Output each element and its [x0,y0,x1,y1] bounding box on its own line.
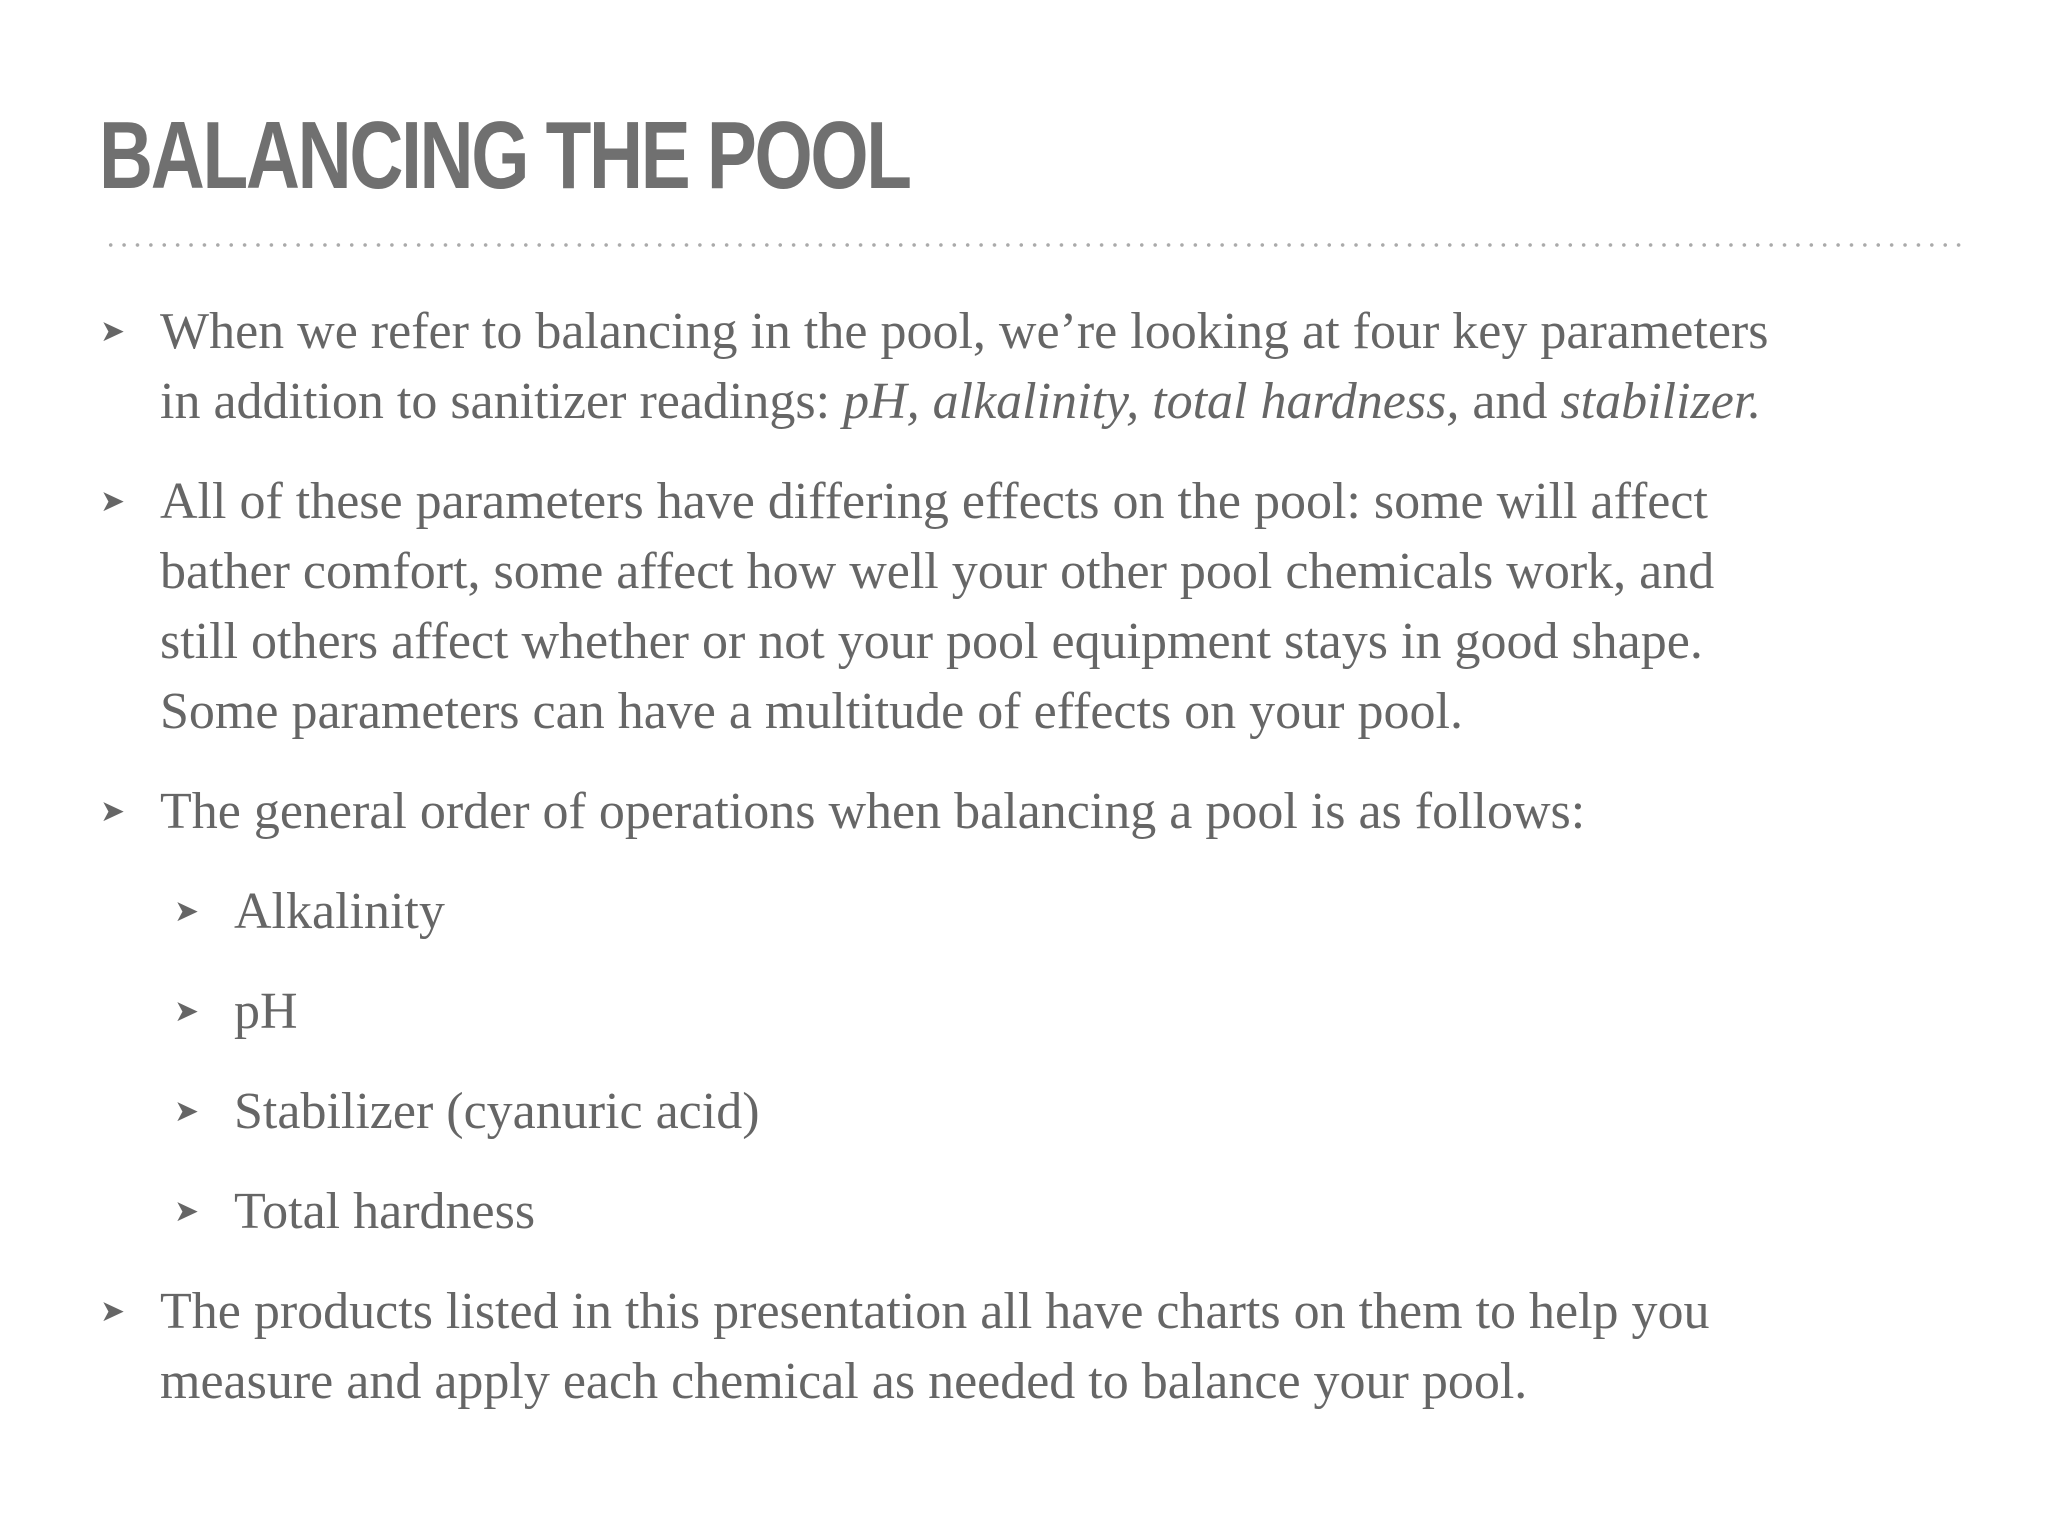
slide-title: BALANCING THE POOL [99,102,910,209]
bullet-text [160,777,2020,847]
text-segment: and [1459,373,1561,430]
arrow-bullet-icon: ➤ [100,1294,126,1329]
dotted-divider [104,243,1966,247]
arrow-bullet-icon: ➤ [174,994,200,1029]
arrow-bullet-icon: ➤ [100,314,126,349]
bullet-text [160,467,2020,747]
bullet-line: All of these parameters have differing effects on the pool: some will affect [160,473,1708,530]
bullet-line [160,367,2020,437]
bullet-line: measure and apply each chemical as needed to balance your pool. [160,1353,1528,1410]
text-segment: in addition to sanitizer readings: [160,373,844,430]
arrow-bullet-icon: ➤ [174,1094,200,1129]
bullet-text [160,297,2020,437]
sub-bullet-text: pH [234,983,298,1040]
italic-parameters: pH, alkalinity, total hardness, [843,373,1460,430]
arrow-bullet-icon: ➤ [100,794,126,829]
italic-stabilizer: stabilizer. [1560,373,1762,430]
arrow-bullet-icon: ➤ [174,894,200,929]
bullet-line: The products listed in this presentation all have charts on them to help you [160,1283,1710,1340]
arrow-bullet-icon: ➤ [174,1194,200,1229]
bullet-line: Some parameters can have a multitude of effects on your pool. [160,683,1463,740]
sub-bullet-text: Stabilizer (cyanuric acid) [234,1083,760,1140]
arrow-bullet-icon: ➤ [100,484,126,519]
bullet-line: bather comfort, some affect how well your other pool chemicals work, and [160,543,1715,600]
sub-bullet-text: Alkalinity [234,883,445,940]
bullet-line: still others affect whether or not your pool equipment stays in good shape. [160,613,1703,670]
sub-bullet-text: Total hardness [234,1183,536,1240]
bullet-text [160,1277,2020,1417]
bullet-line: When we refer to balancing in the pool, we’re looking at four key parameters [160,303,1769,360]
bullet-line: The general order of operations when balancing a pool is as follows: [160,783,1586,840]
